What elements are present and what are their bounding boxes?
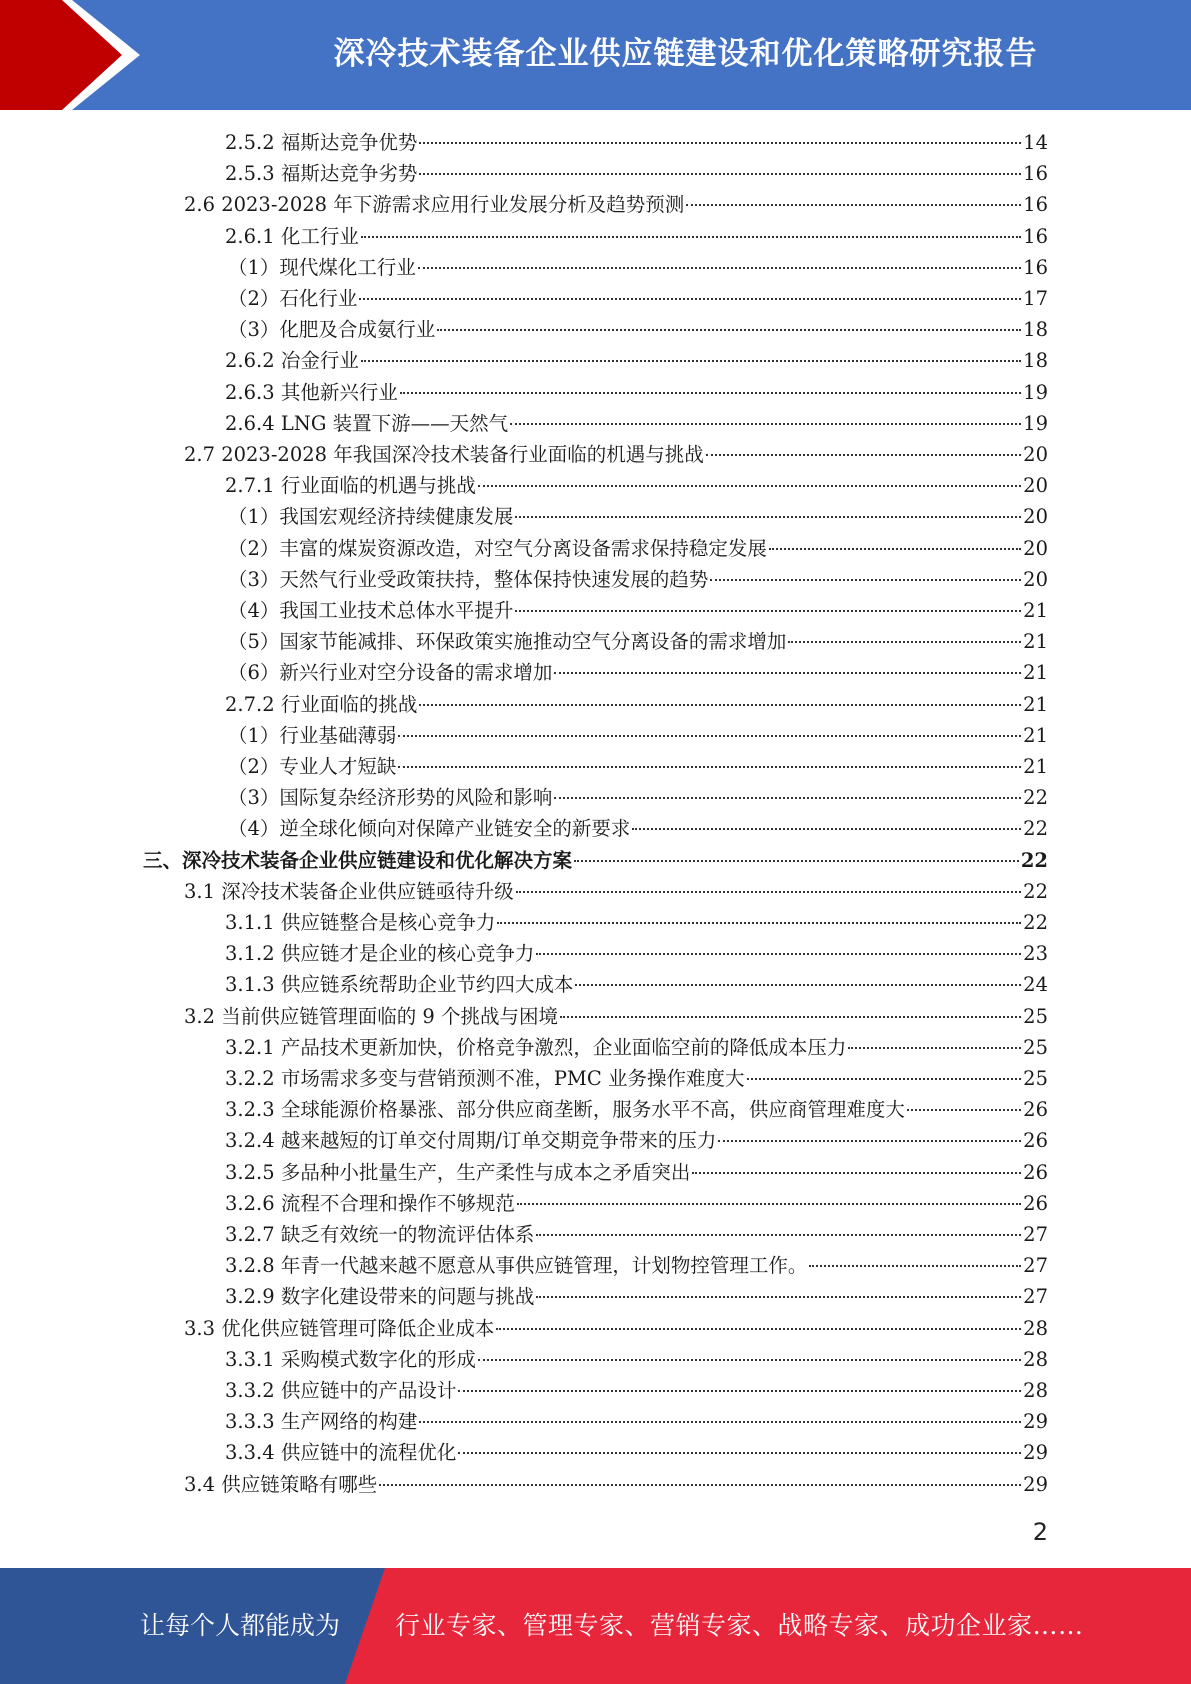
toc-entry[interactable] (184, 189, 1048, 220)
toc-entry[interactable] (228, 252, 1048, 283)
toc-dot-leader (809, 1265, 1021, 1267)
toc-dot-leader (478, 485, 1021, 487)
toc-entry-label: 3.3.1 采购模式数字化的形成 (225, 1347, 476, 1371)
toc-entry[interactable] (225, 1375, 1048, 1406)
toc-entry-page: 19 (1023, 411, 1048, 435)
toc-entry-label: 3.4 供应链策略有哪些 (184, 1472, 378, 1496)
toc-entry[interactable] (225, 938, 1048, 969)
toc-dot-leader (515, 610, 1021, 612)
toc-entry-label: 3.1.1 供应链整合是核心竞争力 (225, 911, 496, 934)
toc-entry[interactable] (228, 720, 1048, 751)
toc-dot-leader (554, 797, 1021, 799)
toc-dot-leader (379, 1484, 1021, 1486)
toc-entry-label: （3）化肥及合成氨行业 (228, 318, 436, 342)
toc-dot-leader (359, 298, 1021, 300)
toc-dot-leader (516, 891, 1021, 893)
toc-entry-label: 3.3.3 生产网络的构建 (225, 1410, 418, 1434)
toc-entry-page: 21 (1023, 723, 1048, 747)
toc-entry-page: 26 (1023, 1160, 1048, 1184)
header-arrow-graphic (0, 0, 150, 110)
toc-entry-label: 2.5.2 福斯达竞争优势 (225, 131, 418, 154)
toc-dot-leader (554, 672, 1021, 674)
report-title: 深冷技术装备企业供应链建设和优化策略研究报告 (333, 35, 1038, 72)
toc-entry[interactable] (228, 564, 1048, 595)
toc-entry-page: 20 (1023, 474, 1048, 498)
toc-entry[interactable] (184, 1001, 1048, 1032)
toc-entry[interactable] (225, 1250, 1048, 1281)
toc-entry-page: 29 (1023, 1410, 1048, 1434)
toc-entry[interactable] (225, 1032, 1048, 1063)
toc-dot-leader (574, 860, 1019, 862)
toc-entry-page: 20 (1023, 536, 1048, 560)
toc-entry[interactable] (225, 377, 1048, 408)
toc-dot-leader (496, 1328, 1021, 1330)
toc-entry-page: 22 (1023, 911, 1048, 934)
toc-dot-leader (398, 735, 1021, 737)
toc-entry-label: （4）我国工业技术总体水平提升 (228, 599, 514, 622)
toc-entry[interactable] (225, 907, 1048, 938)
toc-entry-label: 2.7.2 行业面临的挑战 (225, 692, 418, 716)
toc-entry-page: 28 (1023, 1316, 1048, 1340)
toc-dot-leader (560, 1016, 1021, 1018)
toc-entry[interactable] (184, 876, 1048, 907)
toc-entry-label: （3）国际复杂经济形势的风险和影响 (228, 786, 553, 810)
toc-entry-label: （2）石化行业 (228, 287, 358, 310)
toc-entry[interactable] (228, 813, 1048, 844)
toc-entry-label: 3.1.2 供应链才是企业的核心竞争力 (225, 942, 535, 966)
toc-entry-page: 21 (1023, 692, 1048, 716)
toc-entry-label: 3.3.2 供应链中的产品设计 (225, 1379, 457, 1402)
toc-entry-page: 27 (1023, 1223, 1048, 1246)
toc-entry-label: 3.2.4 越来越短的订单交付周期/订单交期竞争带来的压力 (225, 1129, 717, 1153)
toc-entry-label: 3.3.4 供应链中的流程优化 (225, 1441, 457, 1465)
toc-entry[interactable] (184, 1313, 1048, 1344)
toc-entry[interactable] (184, 439, 1048, 470)
toc-entry[interactable] (184, 1469, 1048, 1500)
toc-dot-leader (437, 329, 1021, 331)
page-footer (0, 1568, 1191, 1684)
toc-entry[interactable] (225, 127, 1048, 158)
toc-entry-page: 18 (1023, 318, 1048, 342)
toc-dot-leader (458, 1452, 1021, 1454)
toc-entry[interactable] (228, 595, 1048, 626)
toc-entry-label: 2.5.3 福斯达竞争劣势 (225, 162, 418, 186)
toc-dot-leader (510, 423, 1021, 425)
toc-entry[interactable] (225, 158, 1048, 189)
footer-slogan-left: 让每个人都能成为 (140, 1611, 341, 1640)
toc-entry-page: 20 (1023, 505, 1048, 529)
toc-entry-page: 27 (1023, 1254, 1048, 1278)
toc-entry[interactable] (228, 626, 1048, 657)
toc-entry-page: 25 (1023, 1035, 1048, 1059)
toc-entry-page: 28 (1023, 1379, 1048, 1402)
toc-entry-label: （2）专业人才短缺 (228, 755, 397, 778)
toc-entry[interactable] (228, 314, 1048, 345)
toc-entry-label: 3.2.8 年青一代越来越不愿意从事供应链管理，计划物控管理工作。 (225, 1254, 808, 1278)
toc-entry-page: 14 (1023, 131, 1048, 154)
toc-entry-label: 3.2.6 流程不合理和操作不够规范 (225, 1191, 515, 1215)
toc-entry[interactable] (225, 1188, 1048, 1219)
toc-dot-leader (769, 548, 1021, 550)
toc-entry-label: （2）丰富的煤炭资源改造，对空气分离设备需求保持稳定发展 (228, 536, 767, 560)
toc-entry-label: （1）行业基础薄弱 (228, 723, 397, 747)
toc-dot-leader (517, 1203, 1021, 1205)
toc-dot-leader (419, 704, 1021, 706)
toc-entry-label: 3.2.9 数字化建设带来的问题与挑战 (225, 1285, 535, 1309)
toc-entry[interactable] (225, 470, 1048, 501)
toc-entry-label: （5）国家节能减排、环保政策实施推动空气分离设备的需求增加 (228, 630, 787, 654)
toc-dot-leader (536, 1234, 1021, 1236)
toc-dot-leader (686, 204, 1021, 206)
toc-entry[interactable] (225, 1406, 1048, 1437)
toc-entry[interactable] (228, 751, 1048, 782)
toc-dot-leader (907, 1109, 1021, 1111)
toc-entry-label: 3.2.5 多品种小批量生产，生产柔性与成本之矛盾突出 (225, 1160, 691, 1184)
toc-entry[interactable] (225, 969, 1048, 1000)
toc-entry-page: 20 (1023, 567, 1048, 591)
toc-dot-leader (536, 1296, 1021, 1298)
toc-entry-page: 21 (1023, 630, 1048, 654)
toc-dot-leader (419, 173, 1021, 175)
toc-entry[interactable] (225, 1344, 1048, 1375)
toc-dot-leader (632, 828, 1021, 830)
toc-entry[interactable] (225, 1281, 1048, 1312)
toc-entry-label: 2.6 2023-2028 年下游需求应用行业发展分析及趋势预测 (184, 193, 685, 217)
toc-entry[interactable] (225, 408, 1048, 439)
toc-entry[interactable] (225, 1437, 1048, 1468)
toc-entry-label: （1）我国宏观经济持续健康发展 (228, 505, 514, 529)
toc-entry-label: 3.2.3 全球能源价格暴涨、部分供应商垄断，服务水平不高，供应商管理难度大 (225, 1098, 905, 1122)
toc-entry[interactable] (228, 782, 1048, 813)
toc-entry-label: 3.3 优化供应链管理可降低企业成本 (184, 1316, 495, 1340)
toc-dot-leader (458, 1390, 1021, 1392)
toc-entry-page: 23 (1023, 942, 1048, 966)
toc-entry[interactable] (225, 689, 1048, 720)
toc-dot-leader (788, 641, 1021, 643)
toc-entry-label: 3.2.7 缺乏有效统一的物流评估体系 (225, 1223, 535, 1246)
toc-dot-leader (536, 953, 1021, 955)
toc-entry-page: 19 (1023, 380, 1048, 404)
toc-entry[interactable] (228, 657, 1048, 688)
toc-entry-page: 18 (1023, 349, 1048, 373)
toc-entry-page: 29 (1023, 1441, 1048, 1465)
toc-entry-page: 27 (1023, 1285, 1048, 1309)
toc-dot-leader (515, 516, 1021, 518)
toc-entry-label: 3.2.2 市场需求多变与营销预测不准，PMC 业务操作难度大 (225, 1067, 745, 1090)
toc-dot-leader (478, 1359, 1021, 1361)
toc-entry-label: 3.2.1 产品技术更新加快，价格竞争激烈，企业面临空前的降低成本压力 (225, 1035, 847, 1059)
toc-entry-page: 16 (1023, 162, 1048, 186)
toc-entry-page: 22 (1023, 817, 1048, 841)
toc-entry-page: 22 (1023, 786, 1048, 810)
toc-entry-label: 三、深冷技术装备企业供应链建设和优化解决方案 (143, 848, 573, 872)
toc-dot-leader (361, 236, 1021, 238)
toc-entry-page: 16 (1023, 224, 1048, 248)
toc-dot-leader (400, 392, 1021, 394)
toc-entry-label: 3.1.3 供应链系统帮助企业节约四大成本 (225, 973, 574, 997)
toc-entry-page: 16 (1023, 193, 1048, 217)
page-number: 2 (1032, 1518, 1048, 1546)
toc-entry[interactable] (225, 345, 1048, 376)
toc-entry-page: 24 (1023, 973, 1048, 997)
toc-entry-page: 26 (1023, 1098, 1048, 1122)
toc-dot-leader (418, 267, 1021, 269)
toc-entry-page: 29 (1023, 1472, 1048, 1496)
toc-entry[interactable] (225, 1063, 1048, 1094)
toc-entry-label: 3.2 当前供应链管理面临的 9 个挑战与困境 (184, 1004, 559, 1028)
toc-entry-page: 25 (1023, 1067, 1048, 1090)
toc-entry-label: 3.1 深冷技术装备企业供应链亟待升级 (184, 879, 514, 903)
toc-entry-page: 26 (1023, 1129, 1048, 1153)
toc-entry[interactable] (225, 1125, 1048, 1156)
toc-entry-label: 2.7 2023-2028 年我国深冷技术装备行业面临的机遇与挑战 (184, 443, 704, 466)
toc-entry-page: 22 (1023, 879, 1048, 903)
toc-entry-page: 28 (1023, 1347, 1048, 1371)
toc-entry[interactable] (228, 283, 1048, 314)
toc-entry-page: 20 (1023, 443, 1048, 466)
toc-dot-leader (398, 766, 1021, 768)
toc-dot-leader (419, 142, 1021, 144)
toc-dot-leader (575, 984, 1021, 986)
toc-entry[interactable] (225, 1157, 1048, 1188)
toc-entry[interactable] (225, 1094, 1048, 1125)
toc-dot-leader (848, 1047, 1021, 1049)
toc-entry-page: 16 (1023, 255, 1048, 279)
toc-entry-page: 21 (1023, 599, 1048, 622)
toc-dot-leader (747, 1078, 1022, 1080)
toc-entry-page: 21 (1023, 755, 1048, 778)
toc-entry-label: （3）天然气行业受政策扶持，整体保持快速发展的趋势 (228, 567, 709, 591)
toc-entry[interactable] (228, 533, 1048, 564)
toc-entry-label: 2.6.2 冶金行业 (225, 349, 359, 373)
toc-entry[interactable] (225, 221, 1048, 252)
toc-entry-page: 17 (1023, 287, 1048, 310)
toc-entry-label: 2.6.1 化工行业 (225, 224, 359, 248)
toc-entry-label: （4）逆全球化倾向对保障产业链安全的新要求 (228, 817, 631, 841)
toc-entry[interactable] (228, 501, 1048, 532)
toc-entry-label: （6）新兴行业对空分设备的需求增加 (228, 661, 553, 685)
toc-dot-leader (710, 579, 1021, 581)
toc-entry-label: 2.6.4 LNG 装置下游——天然气 (225, 411, 509, 435)
toc-dot-leader (718, 1140, 1021, 1142)
toc-dot-leader (706, 454, 1021, 456)
toc-dot-leader (497, 922, 1021, 924)
toc-dot-leader (361, 360, 1021, 362)
page-header (0, 0, 1191, 110)
toc-entry-page: 22 (1020, 848, 1048, 872)
toc-dot-leader (692, 1172, 1021, 1174)
toc-entry-label: 2.7.1 行业面临的机遇与挑战 (225, 474, 476, 498)
toc-entry-label: （1）现代煤化工行业 (228, 255, 416, 279)
footer-slogan-right: 行业专家、管理专家、营销专家、战略专家、成功企业家…… (395, 1611, 1084, 1640)
toc-entry-page: 21 (1023, 661, 1048, 685)
toc-entry[interactable] (143, 845, 1048, 876)
toc-dot-leader (419, 1421, 1021, 1423)
toc-entry-page: 25 (1023, 1004, 1048, 1028)
toc-entry-label: 2.6.3 其他新兴行业 (225, 380, 398, 404)
toc-entry[interactable] (225, 1219, 1048, 1250)
toc-entry-page: 26 (1023, 1191, 1048, 1215)
